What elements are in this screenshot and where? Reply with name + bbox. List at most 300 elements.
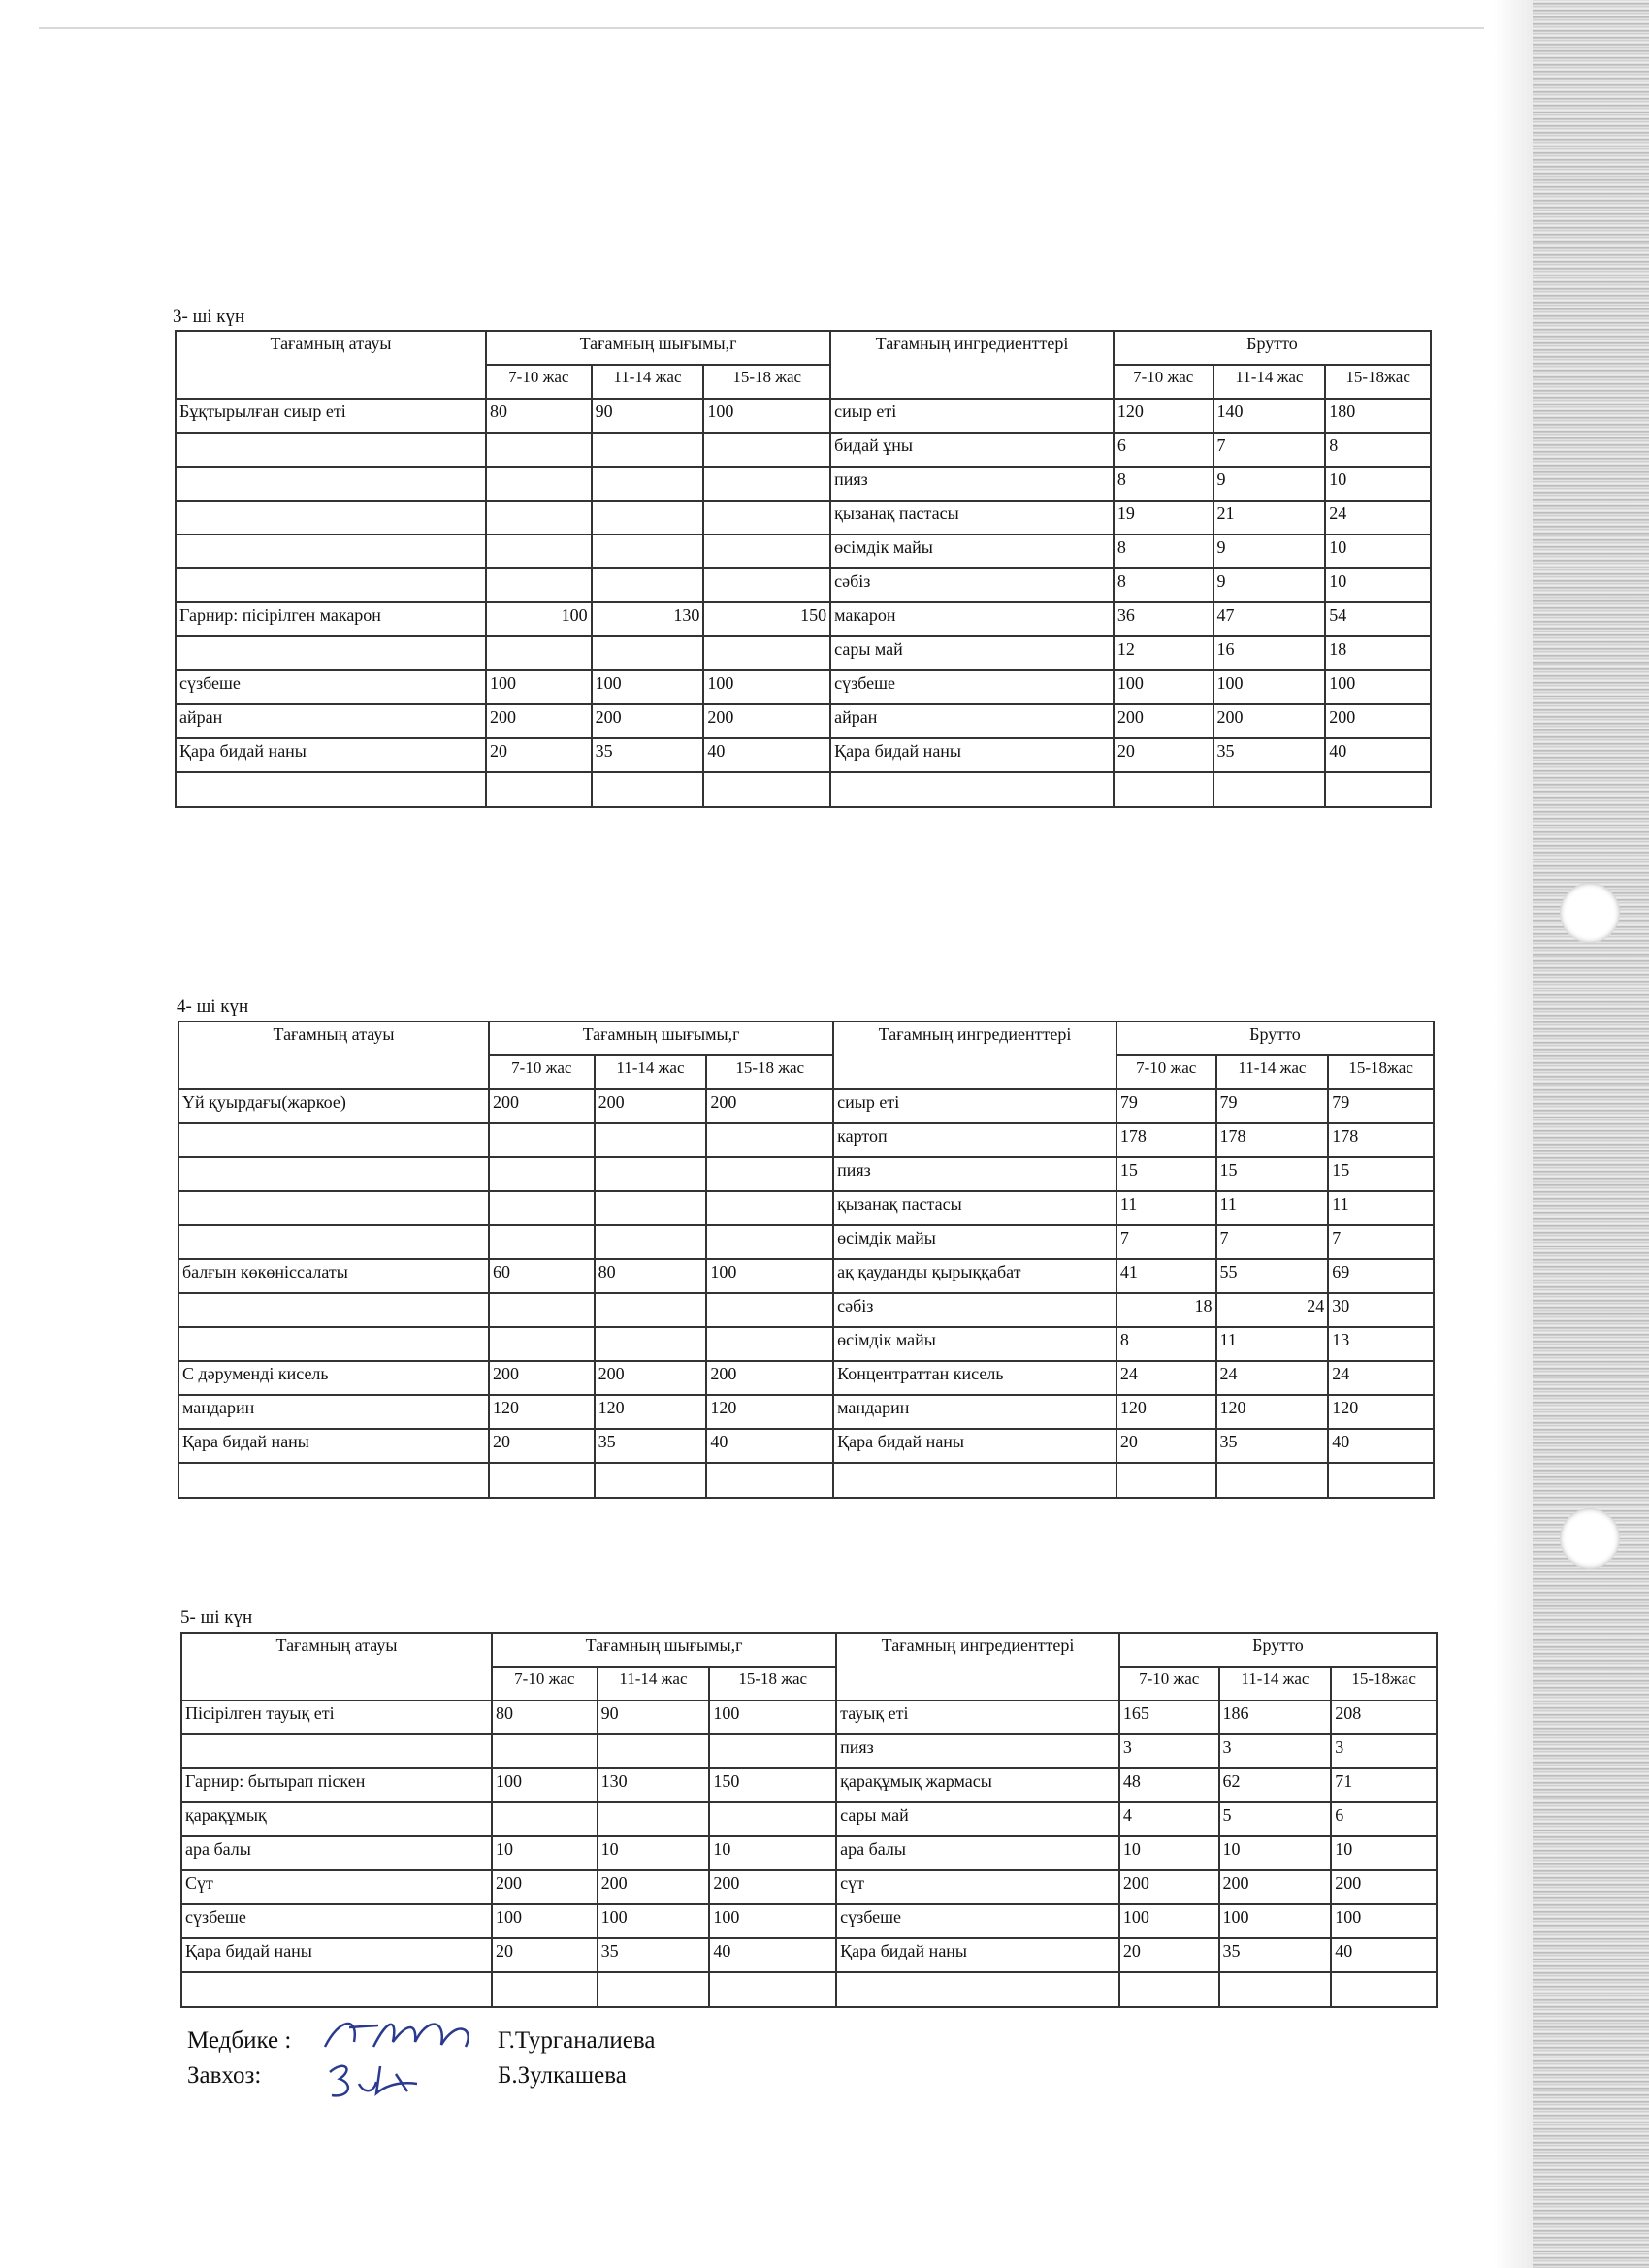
- table-row: [178, 1157, 1434, 1191]
- dish-name-cell: [178, 1293, 489, 1327]
- manager-signature-scribble: [320, 2055, 436, 2108]
- header-brutto-age-11-14: 11-14 жас: [1213, 365, 1326, 399]
- output-11-14-cell: [595, 1123, 707, 1157]
- dish-name-cell: С дәруменді кисель: [178, 1361, 489, 1395]
- ingredient-cell: пияз: [833, 1157, 1116, 1191]
- header-dish-name: Тағамның атауы: [176, 331, 486, 399]
- header-dish-name: Тағамның атауы: [178, 1021, 489, 1089]
- dish-name-cell: балғын көкөніссалаты: [178, 1259, 489, 1293]
- ingredient-cell: сары май: [830, 636, 1114, 670]
- table-row: [178, 1361, 1434, 1395]
- brutto-11-14-cell: 9: [1213, 467, 1326, 501]
- brutto-7-10-cell: 20: [1119, 1938, 1219, 1972]
- output-7-10-cell: 20: [486, 738, 592, 772]
- header-brutto: Брутто: [1119, 1633, 1437, 1667]
- output-11-14-cell: 90: [592, 399, 704, 433]
- brutto-7-10-cell: 79: [1116, 1089, 1216, 1123]
- brutto-7-10-cell: 200: [1114, 704, 1213, 738]
- brutto-11-14-cell: 120: [1216, 1395, 1329, 1429]
- output-11-14-cell: [592, 568, 704, 602]
- brutto-7-10-cell: 20: [1116, 1429, 1216, 1463]
- table-row: [181, 1734, 1437, 1768]
- dish-name-cell: айран: [176, 704, 486, 738]
- dish-name-cell: [178, 1123, 489, 1157]
- brutto-11-14-cell: 200: [1213, 704, 1326, 738]
- brutto-11-14-cell: 100: [1219, 1904, 1332, 1938]
- output-11-14-cell: 120: [595, 1395, 707, 1429]
- blank-cell: [833, 1463, 1116, 1498]
- output-15-18-cell: [706, 1123, 833, 1157]
- brutto-11-14-cell: 47: [1213, 602, 1326, 636]
- output-7-10-cell: [486, 535, 592, 568]
- scan-edge-fade: [1494, 0, 1533, 2268]
- brutto-15-18-cell: 11: [1328, 1191, 1434, 1225]
- dish-name-cell: [176, 501, 486, 535]
- output-15-18-cell: 100: [703, 399, 830, 433]
- output-7-10-cell: 100: [492, 1768, 598, 1802]
- output-11-14-cell: [592, 636, 704, 670]
- dish-name-cell: Қара бидай наны: [181, 1938, 492, 1972]
- ingredient-cell: сәбіз: [833, 1293, 1116, 1327]
- manager-name: Б.Зулкашева: [498, 2062, 627, 2089]
- brutto-7-10-cell: 41: [1116, 1259, 1216, 1293]
- table-row: [176, 501, 1431, 535]
- brutto-15-18-cell: 200: [1331, 1870, 1437, 1904]
- output-15-18-cell: 200: [706, 1361, 833, 1395]
- output-11-14-cell: 200: [598, 1870, 710, 1904]
- dish-name-cell: [178, 1191, 489, 1225]
- table-row: [176, 399, 1431, 433]
- brutto-11-14-cell: 79: [1216, 1089, 1329, 1123]
- brutto-11-14-cell: 11: [1216, 1191, 1329, 1225]
- ingredient-cell: сиыр еті: [833, 1089, 1116, 1123]
- brutto-15-18-cell: 15: [1328, 1157, 1434, 1191]
- dish-name-cell: Гарнир: бытырап піскен: [181, 1768, 492, 1802]
- medic-label: Медбике :: [187, 2027, 292, 2054]
- brutto-7-10-cell: 8: [1114, 467, 1213, 501]
- brutto-11-14-cell: 7: [1213, 433, 1326, 467]
- table-row: [176, 636, 1431, 670]
- brutto-15-18-cell: 6: [1331, 1802, 1437, 1836]
- ingredient-cell: сәбіз: [830, 568, 1114, 602]
- header-ingredients: Тағамның ингредиенттері: [833, 1021, 1116, 1089]
- output-7-10-cell: [489, 1225, 595, 1259]
- brutto-11-14-cell: 24: [1216, 1293, 1329, 1327]
- blank-cell: [1116, 1463, 1216, 1498]
- output-11-14-cell: 200: [595, 1361, 707, 1395]
- output-15-18-cell: [703, 501, 830, 535]
- ingredient-cell: сүзбеше: [830, 670, 1114, 704]
- output-15-18-cell: [709, 1802, 836, 1836]
- brutto-15-18-cell: 100: [1331, 1904, 1437, 1938]
- output-11-14-cell: [595, 1327, 707, 1361]
- table-row: [181, 1701, 1437, 1734]
- output-15-18-cell: [703, 467, 830, 501]
- brutto-11-14-cell: 16: [1213, 636, 1326, 670]
- brutto-15-18-cell: 10: [1325, 535, 1431, 568]
- punch-hole: [1560, 1508, 1620, 1569]
- brutto-11-14-cell: 62: [1219, 1768, 1332, 1802]
- brutto-7-10-cell: 200: [1119, 1870, 1219, 1904]
- brutto-7-10-cell: 36: [1114, 602, 1213, 636]
- brutto-7-10-cell: 120: [1114, 399, 1213, 433]
- output-7-10-cell: 200: [492, 1870, 598, 1904]
- header-output-age-11-14: 11-14 жас: [598, 1667, 710, 1701]
- ingredient-cell: тауық еті: [836, 1701, 1119, 1734]
- output-11-14-cell: 35: [592, 738, 704, 772]
- brutto-7-10-cell: 8: [1116, 1327, 1216, 1361]
- output-15-18-cell: [703, 535, 830, 568]
- ingredient-cell: сүт: [836, 1870, 1119, 1904]
- dish-name-cell: [176, 636, 486, 670]
- table-row: [176, 704, 1431, 738]
- brutto-15-18-cell: 40: [1328, 1429, 1434, 1463]
- header-output-age-7-10: 7-10 жас: [489, 1055, 595, 1089]
- brutto-15-18-cell: 200: [1325, 704, 1431, 738]
- header-brutto-age-7-10: 7-10 жас: [1114, 365, 1213, 399]
- output-7-10-cell: [489, 1327, 595, 1361]
- ingredient-cell: бидай ұны: [830, 433, 1114, 467]
- header-brutto-age-15-18: 15-18жас: [1325, 365, 1431, 399]
- output-7-10-cell: 120: [489, 1395, 595, 1429]
- output-11-14-cell: [595, 1225, 707, 1259]
- brutto-11-14-cell: 178: [1216, 1123, 1329, 1157]
- brutto-11-14-cell: 35: [1219, 1938, 1332, 1972]
- table-row: [176, 467, 1431, 501]
- output-15-18-cell: 200: [706, 1089, 833, 1123]
- output-7-10-cell: 200: [489, 1361, 595, 1395]
- header-row: [181, 1633, 1437, 1667]
- day-5-menu-table: [180, 1632, 1438, 2008]
- table-row: [178, 1293, 1434, 1327]
- manager-label: Завхоз:: [187, 2062, 262, 2089]
- blank-cell: [1328, 1463, 1434, 1498]
- blank-cell: [489, 1463, 595, 1498]
- brutto-7-10-cell: 18: [1116, 1293, 1216, 1327]
- blank-cell: [830, 772, 1114, 807]
- brutto-15-18-cell: 100: [1325, 670, 1431, 704]
- table-row: [178, 1089, 1434, 1123]
- header-output-age-15-18: 15-18 жас: [709, 1667, 836, 1701]
- dish-name-cell: [178, 1225, 489, 1259]
- output-15-18-cell: 150: [709, 1768, 836, 1802]
- brutto-15-18-cell: 3: [1331, 1734, 1437, 1768]
- brutto-15-18-cell: 120: [1328, 1395, 1434, 1429]
- header-brutto-age-15-18: 15-18жас: [1331, 1667, 1437, 1701]
- ingredient-cell: өсімдік майы: [830, 535, 1114, 568]
- dish-name-cell: қарақұмық: [181, 1802, 492, 1836]
- brutto-7-10-cell: 178: [1116, 1123, 1216, 1157]
- header-brutto-age-11-14: 11-14 жас: [1219, 1667, 1332, 1701]
- dish-name-cell: [176, 568, 486, 602]
- brutto-11-14-cell: 140: [1213, 399, 1326, 433]
- blank-cell: [706, 1463, 833, 1498]
- day-4-menu-table: [178, 1021, 1435, 1499]
- dish-name-cell: [176, 467, 486, 501]
- brutto-11-14-cell: 9: [1213, 535, 1326, 568]
- output-11-14-cell: [598, 1802, 710, 1836]
- brutto-15-18-cell: 13: [1328, 1327, 1434, 1361]
- table-row: [178, 1395, 1434, 1429]
- output-11-14-cell: [592, 501, 704, 535]
- output-15-18-cell: 40: [703, 738, 830, 772]
- header-brutto-age-11-14: 11-14 жас: [1216, 1055, 1329, 1089]
- brutto-15-18-cell: 69: [1328, 1259, 1434, 1293]
- header-brutto-age-7-10: 7-10 жас: [1116, 1055, 1216, 1089]
- brutto-11-14-cell: 21: [1213, 501, 1326, 535]
- header-ingredients: Тағамның ингредиенттері: [830, 331, 1114, 399]
- scan-top-line: [39, 27, 1484, 29]
- ingredient-cell: пияз: [830, 467, 1114, 501]
- brutto-15-18-cell: 10: [1325, 568, 1431, 602]
- header-brutto-age-15-18: 15-18жас: [1328, 1055, 1434, 1089]
- dish-name-cell: Гарнир: пісірілген макарон: [176, 602, 486, 636]
- output-7-10-cell: 200: [486, 704, 592, 738]
- ingredient-cell: қарақұмық жармасы: [836, 1768, 1119, 1802]
- brutto-15-18-cell: 7: [1328, 1225, 1434, 1259]
- brutto-11-14-cell: 15: [1216, 1157, 1329, 1191]
- output-7-10-cell: [486, 433, 592, 467]
- brutto-7-10-cell: 24: [1116, 1361, 1216, 1395]
- output-11-14-cell: 200: [592, 704, 704, 738]
- brutto-7-10-cell: 10: [1119, 1836, 1219, 1870]
- output-15-18-cell: 100: [706, 1259, 833, 1293]
- day-5-title: 5- ші күн: [180, 1607, 253, 1628]
- output-15-18-cell: [706, 1327, 833, 1361]
- dish-name-cell: сүзбеше: [176, 670, 486, 704]
- brutto-15-18-cell: 54: [1325, 602, 1431, 636]
- output-15-18-cell: 40: [706, 1429, 833, 1463]
- output-7-10-cell: [489, 1157, 595, 1191]
- dish-name-cell: [176, 535, 486, 568]
- blank-cell: [1119, 1972, 1219, 2007]
- blank-cell: [836, 1972, 1119, 2007]
- header-output-age-11-14: 11-14 жас: [592, 365, 704, 399]
- output-7-10-cell: 80: [486, 399, 592, 433]
- blank-cell: [176, 772, 486, 807]
- ingredient-cell: сиыр еті: [830, 399, 1114, 433]
- table-row: [178, 1259, 1434, 1293]
- output-15-18-cell: 40: [709, 1938, 836, 1972]
- output-11-14-cell: [595, 1191, 707, 1225]
- header-brutto: Брутто: [1116, 1021, 1434, 1055]
- dish-name-cell: [181, 1734, 492, 1768]
- header-output: Тағамның шығымы,г: [489, 1021, 833, 1055]
- medic-name: Г.Турганалиева: [498, 2027, 656, 2054]
- output-15-18-cell: [706, 1191, 833, 1225]
- dish-name-cell: Қара бидай наны: [178, 1429, 489, 1463]
- output-15-18-cell: 100: [709, 1701, 836, 1734]
- brutto-15-18-cell: 18: [1325, 636, 1431, 670]
- output-15-18-cell: 150: [703, 602, 830, 636]
- output-11-14-cell: [592, 433, 704, 467]
- blank-row: [176, 772, 1431, 807]
- header-row: [176, 331, 1431, 365]
- blank-cell: [1114, 772, 1213, 807]
- ingredient-cell: Концентраттан кисель: [833, 1361, 1116, 1395]
- table-row: [176, 535, 1431, 568]
- output-7-10-cell: [486, 467, 592, 501]
- header-output-age-7-10: 7-10 жас: [486, 365, 592, 399]
- table-row: [181, 1904, 1437, 1938]
- brutto-11-14-cell: 10: [1219, 1836, 1332, 1870]
- dish-name-cell: мандарин: [178, 1395, 489, 1429]
- brutto-11-14-cell: 9: [1213, 568, 1326, 602]
- output-11-14-cell: 130: [598, 1768, 710, 1802]
- brutto-7-10-cell: 100: [1119, 1904, 1219, 1938]
- brutto-7-10-cell: 19: [1114, 501, 1213, 535]
- punch-hole: [1560, 883, 1620, 943]
- output-11-14-cell: 35: [595, 1429, 707, 1463]
- output-15-18-cell: [706, 1293, 833, 1327]
- output-15-18-cell: 10: [709, 1836, 836, 1870]
- header-brutto-age-7-10: 7-10 жас: [1119, 1667, 1219, 1701]
- output-11-14-cell: [598, 1734, 710, 1768]
- brutto-11-14-cell: 35: [1213, 738, 1326, 772]
- table-row: [178, 1429, 1434, 1463]
- table-row: [178, 1225, 1434, 1259]
- output-7-10-cell: [489, 1191, 595, 1225]
- ingredient-cell: қызанақ пастасы: [830, 501, 1114, 535]
- table-row: [176, 568, 1431, 602]
- brutto-11-14-cell: 100: [1213, 670, 1326, 704]
- output-11-14-cell: 35: [598, 1938, 710, 1972]
- output-15-18-cell: [703, 568, 830, 602]
- output-11-14-cell: 80: [595, 1259, 707, 1293]
- brutto-15-18-cell: 180: [1325, 399, 1431, 433]
- blank-cell: [492, 1972, 598, 2007]
- output-11-14-cell: 130: [592, 602, 704, 636]
- blank-cell: [595, 1463, 707, 1498]
- brutto-7-10-cell: 3: [1119, 1734, 1219, 1768]
- output-11-14-cell: [595, 1293, 707, 1327]
- header-output-age-7-10: 7-10 жас: [492, 1667, 598, 1701]
- ingredient-cell: мандарин: [833, 1395, 1116, 1429]
- blank-cell: [486, 772, 592, 807]
- blank-cell: [178, 1463, 489, 1498]
- output-7-10-cell: 20: [489, 1429, 595, 1463]
- output-7-10-cell: [489, 1293, 595, 1327]
- header-brutto: Брутто: [1114, 331, 1431, 365]
- output-15-18-cell: [703, 433, 830, 467]
- brutto-11-14-cell: 186: [1219, 1701, 1332, 1734]
- blank-cell: [709, 1972, 836, 2007]
- output-7-10-cell: [486, 501, 592, 535]
- brutto-7-10-cell: 4: [1119, 1802, 1219, 1836]
- brutto-11-14-cell: 11: [1216, 1327, 1329, 1361]
- blank-row: [181, 1972, 1437, 2007]
- header-output-age-11-14: 11-14 жас: [595, 1055, 707, 1089]
- table-row: [176, 602, 1431, 636]
- header-dish-name: Тағамның атауы: [181, 1633, 492, 1701]
- output-15-18-cell: [709, 1734, 836, 1768]
- dish-name-cell: Сүт: [181, 1870, 492, 1904]
- brutto-11-14-cell: 7: [1216, 1225, 1329, 1259]
- header-output: Тағамның шығымы,г: [486, 331, 830, 365]
- ingredient-cell: макарон: [830, 602, 1114, 636]
- table-row: [178, 1191, 1434, 1225]
- brutto-11-14-cell: 35: [1216, 1429, 1329, 1463]
- ingredient-cell: Қара бидай наны: [836, 1938, 1119, 1972]
- header-output-age-15-18: 15-18 жас: [703, 365, 830, 399]
- dish-name-cell: [176, 433, 486, 467]
- output-11-14-cell: 200: [595, 1089, 707, 1123]
- brutto-7-10-cell: 165: [1119, 1701, 1219, 1734]
- dish-name-cell: ара балы: [181, 1836, 492, 1870]
- ingredient-cell: ара балы: [836, 1836, 1119, 1870]
- ingredient-cell: айран: [830, 704, 1114, 738]
- ingredient-cell: сары май: [836, 1802, 1119, 1836]
- table-row: [176, 738, 1431, 772]
- brutto-15-18-cell: 10: [1325, 467, 1431, 501]
- brutto-15-18-cell: 8: [1325, 433, 1431, 467]
- ingredient-cell: ақ қауданды қырыққабат: [833, 1259, 1116, 1293]
- output-7-10-cell: 200: [489, 1089, 595, 1123]
- output-7-10-cell: [489, 1123, 595, 1157]
- brutto-7-10-cell: 15: [1116, 1157, 1216, 1191]
- header-output: Тағамның шығымы,г: [492, 1633, 836, 1667]
- dish-name-cell: [178, 1327, 489, 1361]
- table-row: [181, 1870, 1437, 1904]
- dish-name-cell: Қара бидай наны: [176, 738, 486, 772]
- brutto-11-14-cell: 5: [1219, 1802, 1332, 1836]
- table-row: [178, 1327, 1434, 1361]
- brutto-11-14-cell: 55: [1216, 1259, 1329, 1293]
- dish-name-cell: сүзбеше: [181, 1904, 492, 1938]
- brutto-7-10-cell: 100: [1114, 670, 1213, 704]
- table-row: [181, 1768, 1437, 1802]
- output-11-14-cell: 10: [598, 1836, 710, 1870]
- blank-cell: [1213, 772, 1326, 807]
- table-row: [181, 1836, 1437, 1870]
- brutto-7-10-cell: 120: [1116, 1395, 1216, 1429]
- brutto-7-10-cell: 48: [1119, 1768, 1219, 1802]
- output-15-18-cell: [706, 1225, 833, 1259]
- brutto-7-10-cell: 20: [1114, 738, 1213, 772]
- output-7-10-cell: [492, 1802, 598, 1836]
- dish-name-cell: Бұқтырылған сиыр еті: [176, 399, 486, 433]
- table-row: [176, 670, 1431, 704]
- brutto-15-18-cell: 208: [1331, 1701, 1437, 1734]
- day-4-title: 4- ші күн: [177, 996, 249, 1017]
- brutto-7-10-cell: 8: [1114, 568, 1213, 602]
- blank-row: [178, 1463, 1434, 1498]
- brutto-11-14-cell: 200: [1219, 1870, 1332, 1904]
- output-7-10-cell: 10: [492, 1836, 598, 1870]
- blank-cell: [1219, 1972, 1332, 2007]
- brutto-7-10-cell: 11: [1116, 1191, 1216, 1225]
- table-row: [181, 1802, 1437, 1836]
- ingredient-cell: сүзбеше: [836, 1904, 1119, 1938]
- ingredient-cell: қызанақ пастасы: [833, 1191, 1116, 1225]
- dish-name-cell: [178, 1157, 489, 1191]
- brutto-15-18-cell: 30: [1328, 1293, 1434, 1327]
- brutto-15-18-cell: 71: [1331, 1768, 1437, 1802]
- ingredient-cell: картоп: [833, 1123, 1116, 1157]
- brutto-15-18-cell: 40: [1331, 1938, 1437, 1972]
- ingredient-cell: пияз: [836, 1734, 1119, 1768]
- scan-edge-noise: [1533, 0, 1649, 2268]
- ingredient-cell: Қара бидай наны: [833, 1429, 1116, 1463]
- output-15-18-cell: 100: [709, 1904, 836, 1938]
- dish-name-cell: Үй қуырдағы(жаркое): [178, 1089, 489, 1123]
- output-7-10-cell: 80: [492, 1701, 598, 1734]
- output-15-18-cell: [706, 1157, 833, 1191]
- blank-cell: [181, 1972, 492, 2007]
- blank-cell: [598, 1972, 710, 2007]
- output-7-10-cell: 100: [492, 1904, 598, 1938]
- output-11-14-cell: 90: [598, 1701, 710, 1734]
